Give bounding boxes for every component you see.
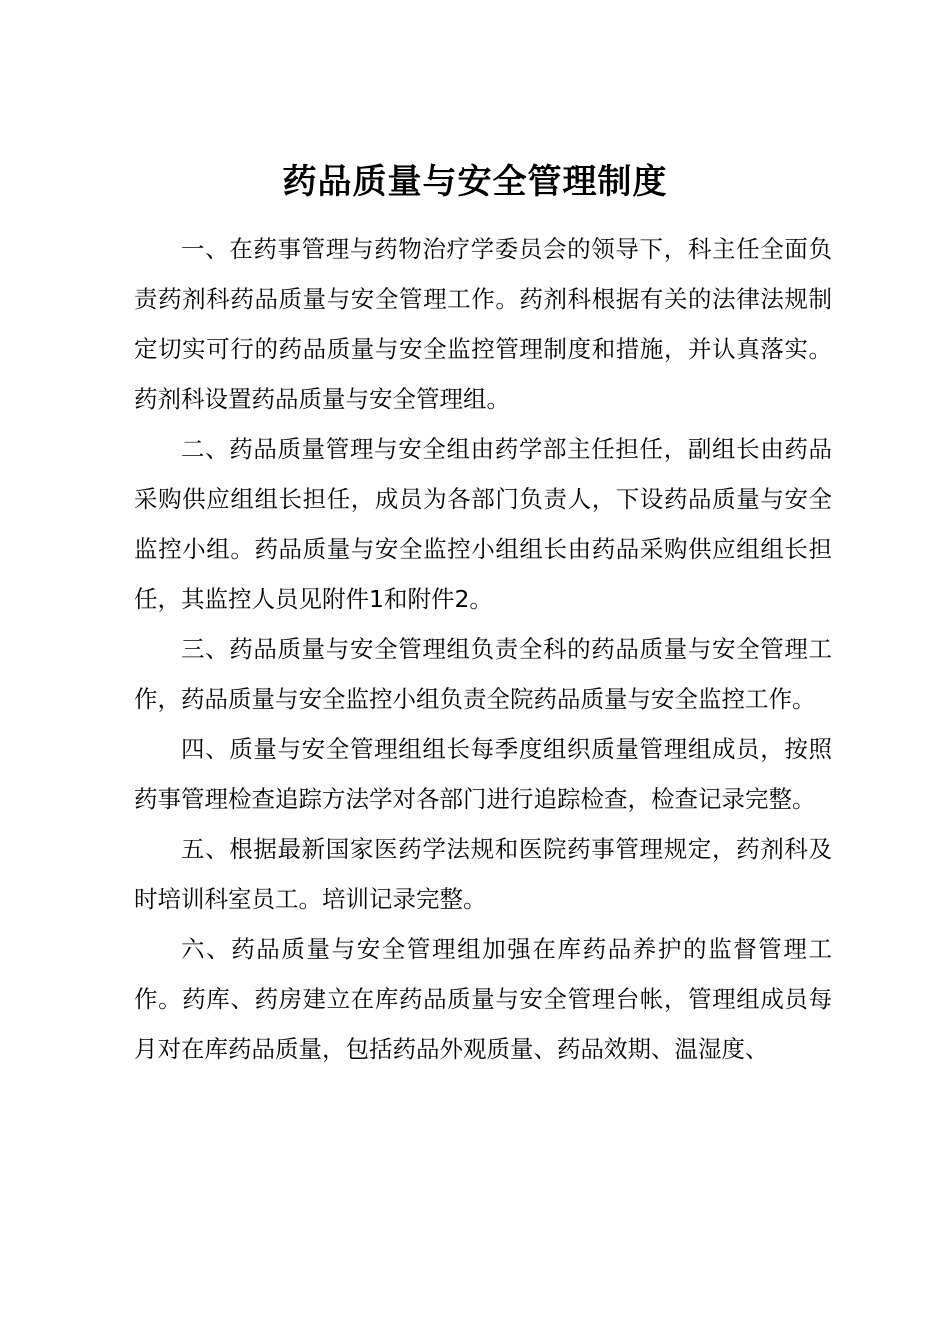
paragraph-2: 二、药品质量管理与安全组由药学部主任担任，副组长由药品采购供应组组长担任，成员为各部门负责人，下设药品质量与安全监控小组。药品质量与安全监控小组组长由药品采购供应组组长担任，其监控人员见附件1和附件2。	[134, 435, 832, 613]
paragraph-3: 三、药品质量与安全管理组负责全科的药品质量与安全管理工作，药品质量与安全监控小组负责全院药品质量与安全监控工作。	[134, 635, 832, 713]
paragraph-6: 六、药品质量与安全管理组加强在库药品养护的监督管理工作。药库、药房建立在库药品质量与安全管理台帐，管理组成员每月对在库药品质量，包括药品外观质量、药品效期、温湿度、	[134, 935, 832, 1063]
paragraph-4: 四、质量与安全管理组组长每季度组织质量管理组成员，按照药事管理检查追踪方法学对各部门进行追踪检查，检查记录完整。	[134, 735, 832, 813]
document-body	[134, 224, 832, 1074]
paragraph-1: 一、在药事管理与药物治疗学委员会的领导下，科主任全面负责药剂科药品质量与安全管理工作。药剂科根据有关的法律法规制定切实可行的药品质量与安全监控管理制度和措施，并认真落实。药剂科设置药品质量与安全管理组。	[134, 235, 832, 413]
paragraph-5: 五、根据最新国家医药学法规和医院药事管理规定，药剂科及时培训科室员工。培训记录完整。	[134, 835, 832, 913]
document-title: 药品质量与安全管理制度	[282, 162, 668, 202]
